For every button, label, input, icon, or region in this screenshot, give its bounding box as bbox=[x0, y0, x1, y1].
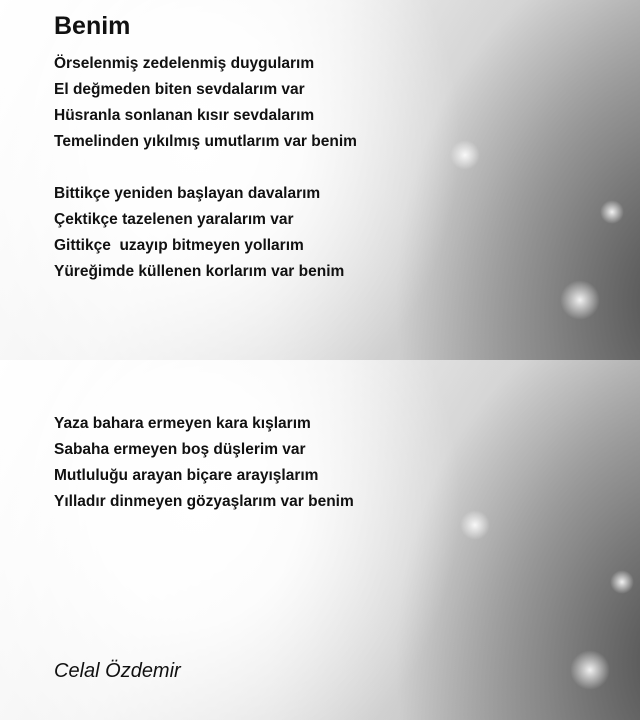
bokeh-light bbox=[610, 570, 634, 594]
poem-line: Sabaha ermeyen boş düşlerim var bbox=[54, 441, 306, 458]
poem-line: Yaza bahara ermeyen kara kışlarım bbox=[54, 415, 311, 432]
poem-line: Hüsranla sonlanan kısır sevdalarım bbox=[54, 107, 315, 124]
poem-line: Çektikçe tazelenen yaralarım var bbox=[54, 211, 294, 228]
poem-stanza-1 bbox=[54, 51, 357, 155]
poem-line: Yılladır dinmeyen gözyaşlarım var benim bbox=[54, 493, 354, 510]
poem-title: Benim bbox=[54, 12, 131, 40]
poem-stanza-2 bbox=[54, 181, 344, 285]
bokeh-light bbox=[600, 200, 624, 224]
poem-line: Bittikçe yeniden başlayan davalarım bbox=[54, 185, 321, 202]
poem-line: El değmeden biten sevdalarım var bbox=[54, 81, 305, 98]
poem-author: Celal Özdemir bbox=[54, 660, 181, 682]
bokeh-light bbox=[560, 280, 600, 320]
poem-line: Temelinden yıkılmış umutlarım var benim bbox=[54, 133, 357, 150]
bokeh-light bbox=[450, 140, 480, 170]
poem-line: Örselenmiş zedelenmiş duygularım bbox=[54, 55, 315, 72]
poem-line: Gittikçe uzayıp bitmeyen yollarım bbox=[54, 237, 304, 254]
bokeh-light bbox=[570, 650, 610, 690]
poem-line: Mutluluğu arayan biçare arayışlarım bbox=[54, 467, 319, 484]
poem-line: Yüreğimde küllenen korlarım var benim bbox=[54, 263, 345, 280]
poem-panel-bottom bbox=[0, 360, 640, 720]
poem-stanza-3 bbox=[54, 411, 354, 515]
bokeh-light bbox=[460, 510, 490, 540]
